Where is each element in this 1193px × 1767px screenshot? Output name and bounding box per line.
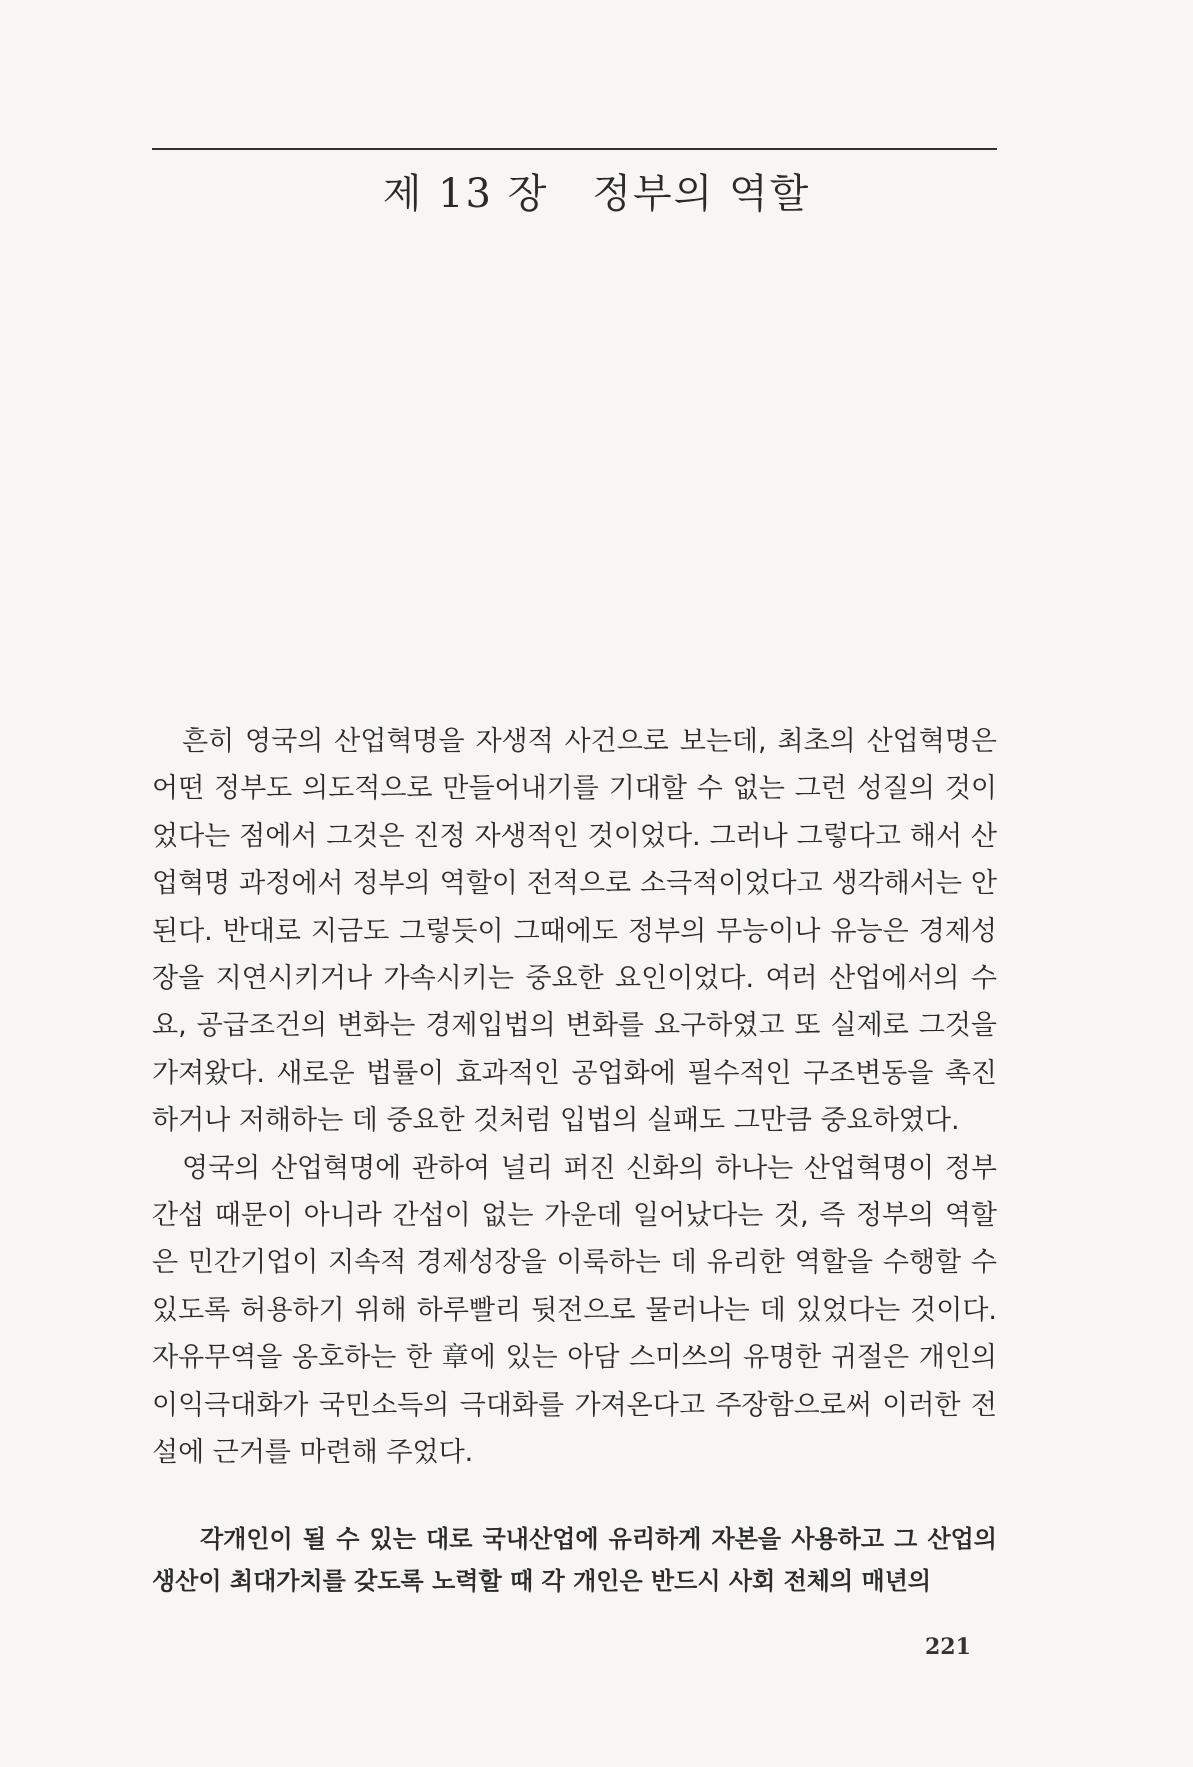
paragraph: 흔히 영국의 산업혁명을 자생적 사건으로 보는데, 최초의 산업혁명은 어떤 정부도 의도적으로 만들어내기를 기대할 수 없는 그런 성질의 것이었다는 점에서 그것은 진정 자생적인 것이었다. 그러나 그렇다고 해서 산업혁명 과정에서 정부의 역할이 전적으로 소극적이었다고 생각해서는 안된다. 반대로 지금도 그렇듯이 그때에도 정부의 무능이나 유능은 경제성장을 지연시키거나 가속시키는 중요한 요인이었다. 여러 산업에서의 수요, 공급조건의 변화는 경제입법의 변화를 요구하였고 또 실제로 그것을 가져왔다. 새로운 법률이 효과적인 공업화에 필수적인 구조변동을 촉진하거나 저해하는 데 중요한 것처럼 입법의 실패도 그만큼 중요하였다. — [152, 726, 997, 1137]
page-number: 221 — [925, 1634, 971, 1660]
block-quote — [152, 1518, 997, 1602]
paragraph: 영국의 산업혁명에 관하여 널리 퍼진 신화의 하나는 산업혁명이 정부간섭 때문이 아니라 간섭이 없는 가운데 일어났다는 것, 즉 정부의 역할은 민간기업이 지속적 경제성장을 이룩하는 데 유리한 역할을 수행할 수 있도록 허용하기 위해 하루빨리 뒷전으로 물러나는 데 있었다는 것이다. 자유무역을 옹호하는 한 章에 있는 아담 스미쓰의 유명한 귀절은 개인의 이익극대화가 국민소득의 극대화를 가져온다고 주장함으로써 이러한 전설에 근거를 마련해 주었다. — [152, 1152, 997, 1469]
chapter-number: 제 13 장 — [382, 171, 549, 217]
quote-text: 각개인이 될 수 있는 대로 국내산업에 유리하게 자본을 사용하고 그 산업의 생산이 최대가치를 갖도록 노력할 때 각 개인은 반드시 사회 전체의 매년의 — [152, 1525, 997, 1595]
body-text — [152, 718, 997, 1477]
top-rule — [152, 148, 997, 150]
chapter-heading — [0, 162, 1193, 219]
chapter-title: 정부의 역할 — [592, 171, 811, 217]
